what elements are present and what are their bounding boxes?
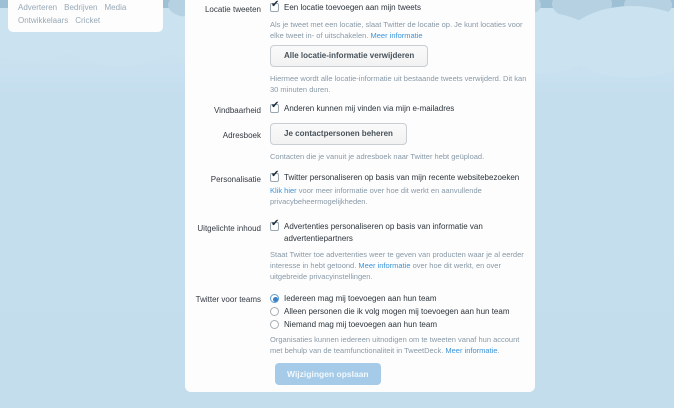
section-label-address-book: Adresboek [222,131,261,140]
location-checkbox-label: Een locatie toevoegen aan mijn tweets [284,3,421,12]
section-label-teams: Twitter voor teams [195,295,261,304]
delete-location-description: Hiermee wordt alle locatie-informatie uit bestaande tweets verwijderd. Dit kan 30 minuten duren. [270,74,527,94]
promoted-description-text-before: Staat Twitter toe advertenties weer te geven van producten waar je al eerder interesse in hebt getoond. [270,250,524,270]
save-changes-button[interactable]: Wijzigingen opslaan [275,363,381,385]
cloud-icon [566,6,674,78]
address-book-description: Contacten die je vanuit je adresboek naar Twitter hebt geüpload. [270,152,485,161]
section-discoverability [185,100,530,116]
footer-link-media[interactable]: Media [104,3,127,12]
save-row [185,363,530,385]
privacy-settings-panel [185,0,535,392]
personalization-description [270,185,530,207]
teams-description [270,334,530,356]
personalization-klik-hier-link[interactable]: Klik hier [270,186,297,195]
checkmark-icon: ✔ [271,218,280,229]
discoverability-checkbox[interactable] [270,100,280,113]
location-description-text: Als je tweet met een locatie, slaat Twitter de locatie op. Je kunt locaties voor elke tweet in- of uitschakelen. [270,20,523,40]
teams-description-text: Organisaties kunnen iedereen uitnodigen om te tweeten vanaf hun account met behulp van de teamfunctionaliteit in TweetDeck. [270,335,520,355]
teams-more-info-link[interactable]: Meer informatie [445,346,498,355]
checkmark-icon: ✔ [271,0,280,10]
footer-link-bedrijven[interactable]: Bedrijven [64,3,98,12]
promoted-more-info-link[interactable]: Meer informatie [358,261,411,270]
section-promoted-content [185,218,530,282]
section-label-promoted-content: Uitgelichte inhoud [197,224,261,233]
teams-radio-everyone[interactable] [270,294,279,303]
personalization-checkbox-label: Twitter personaliseren op basis van mijn recente websitebezoeken [284,173,520,182]
teams-radio-nobody-label: Niemand mag mij toevoegen aan hun team [284,320,437,329]
section-teams [185,292,530,356]
promoted-content-checkbox[interactable] [270,218,280,231]
teams-radio-following-only[interactable] [270,307,279,316]
teams-radio-nobody[interactable] [270,320,279,329]
location-checkbox[interactable] [270,0,280,12]
section-personalization [185,169,530,207]
location-more-info-link[interactable]: Meer informatie [370,31,423,40]
promoted-content-description [270,249,530,282]
teams-description-period: . [497,346,500,355]
section-label-personalization: Personalisatie [210,175,261,184]
footer-link-ontwikkelaars[interactable]: Ontwikkelaars [18,16,69,25]
promoted-description-text-after: over hoe dit werkt, en over uitgebreide privacyinstellingen. [270,261,501,281]
promoted-content-checkbox-label: Advertenties personaliseren op basis van informatie van advertentiepartners [284,222,483,243]
section-label-location: Locatie tweeten [204,5,261,14]
location-description [270,19,530,41]
delete-location-info-button[interactable]: Alle locatie-informatie verwijderen [270,45,428,67]
section-label-discoverability: Vindbaarheid [213,106,261,115]
footer-link-cricket[interactable]: Cricket [75,16,101,25]
footer-link-adverteren[interactable]: Adverteren [18,3,58,12]
teams-radio-everyone-label: Iedereen mag mij toevoegen aan hun team [284,294,437,303]
section-location [185,2,530,95]
footer-links-card [8,0,163,32]
manage-contacts-button[interactable]: Je contactpersonen beheren [270,123,407,145]
discoverability-checkbox-label: Anderen kunnen mij vinden via mijn e-mailadres [284,104,455,113]
personalization-description-text: voor meer informatie over hoe dit werkt en aanvullende privacybeheermogelijkheden. [270,186,482,206]
personalization-checkbox[interactable] [270,169,280,182]
checkmark-icon: ✔ [271,169,280,180]
section-address-book [185,123,530,162]
checkmark-icon: ✔ [271,100,280,111]
footer-links [18,3,153,26]
teams-radio-following-only-label: Alleen personen die ik volg mogen mij toevoegen aan hun team [284,307,510,316]
